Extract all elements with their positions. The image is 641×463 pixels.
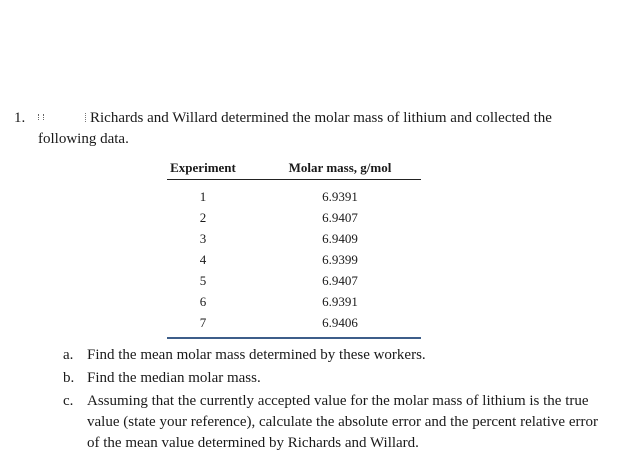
problem-number: 1. bbox=[14, 110, 26, 126]
experiment-cell: 4 bbox=[199, 251, 207, 267]
experiment-cell: 3 bbox=[199, 230, 207, 246]
problem-intro bbox=[14, 108, 624, 150]
question-text: Find the mean molar mass determined by these workers. bbox=[87, 347, 426, 363]
molar-mass-cell: 6.9399 bbox=[322, 251, 358, 267]
molar-mass-cell: 6.9391 bbox=[322, 188, 358, 204]
molar-mass-cell: 6.9409 bbox=[322, 230, 358, 246]
table-row bbox=[167, 228, 421, 249]
experiment-cell: 6 bbox=[199, 293, 207, 309]
table-row bbox=[167, 249, 421, 270]
experiment-cell: 2 bbox=[199, 209, 207, 225]
experiment-cell: 7 bbox=[167, 312, 239, 338]
question-item bbox=[63, 368, 613, 389]
molar-mass-cell: 6.9406 bbox=[239, 312, 421, 338]
question-letter: c. bbox=[63, 393, 74, 409]
problem-statement bbox=[14, 108, 624, 150]
table-row bbox=[167, 207, 421, 228]
redacted-mark-icon bbox=[36, 110, 90, 124]
question-list bbox=[63, 345, 613, 454]
table-header-row bbox=[167, 159, 421, 180]
experiment-cell: 1 bbox=[199, 188, 207, 204]
column-header-molar-mass: Molar mass, g/mol bbox=[239, 159, 421, 180]
table-row bbox=[167, 312, 421, 338]
molar-mass-cell: 6.9407 bbox=[322, 209, 358, 225]
table-row bbox=[167, 291, 421, 312]
table-row bbox=[167, 270, 421, 291]
molar-mass-cell: 6.9407 bbox=[322, 272, 358, 288]
column-header-experiment: Experiment bbox=[167, 159, 239, 180]
molar-mass-table bbox=[167, 159, 421, 339]
molar-mass-cell: 6.9391 bbox=[322, 293, 358, 309]
question-letter: b. bbox=[63, 370, 75, 386]
question-text: Find the median molar mass. bbox=[87, 370, 261, 386]
intro-line-2: following data. bbox=[38, 131, 129, 147]
table-row bbox=[167, 180, 421, 208]
question-item bbox=[63, 345, 613, 366]
experiment-cell: 5 bbox=[199, 272, 207, 288]
question-item bbox=[63, 391, 613, 454]
intro-line-1: Richards and Willard determined the molar mass of lithium and collected the bbox=[90, 110, 552, 126]
question-letter: a. bbox=[63, 347, 74, 363]
question-text: Assuming that the currently accepted value for the molar mass of lithium is the true value (state your reference), calculate the absolute error and the percent relative error of the mean value determined by Richards and Willard. bbox=[87, 393, 598, 451]
